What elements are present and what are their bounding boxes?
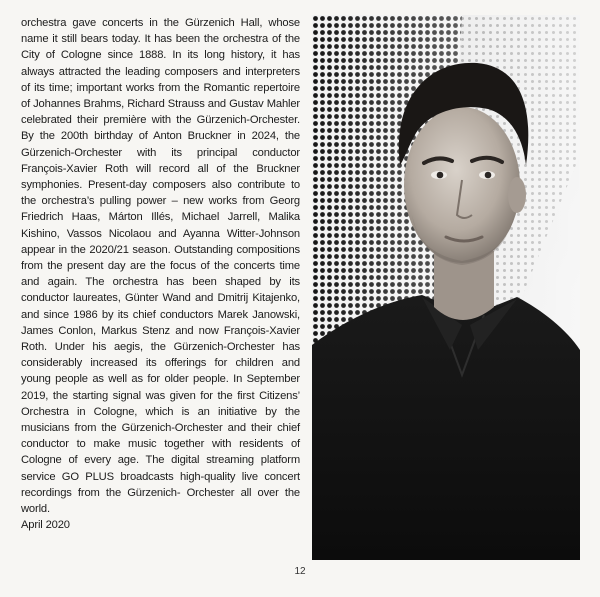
page-number: 12 — [294, 566, 306, 577]
body-paragraph: orchestra gave concerts in the Gürzenich Hall, whose name it still bears today. It has been the orchestra of the City of Cologne since 1888. In its long history, it has always attracted the leading composers and interpreters of its time; important works from the Romantic repertoire of Johannes Brahms, Richard Strauss and Gustav Mahler celebrated their première with the Gürzenich-Orchester. By the 200th birthday of Anton Bruckner in 2024, the Gürzenich-Orchester with its principal conductor François-Xavier Roth will record all of the Bruckner symphonies. Present-day composers also contribute to the orchestra’s pulling power – new works from Georg Friedrich Haas, Márton Illés, Michael Jarrell, Malika Kishino, Vassos Nicolaou and Ayanna Witter-Johnson appear in the 2020/21 season. Outstanding compositions from the present day are the focus of the concerts time and again. The orchestra has been shaped by its conductor laureates, Günter Wand and Dmitrij Kitajenko, and since 1986 by its chief conductors Marek Janowski, James Conlon, Markus Stenz and now François-Xavier Roth. Under his aegis, the Gürzenich-Orchester has considerably increased its offerings for children and young people as well as for older people. In September 2019, the starting signal was given for the first Citizens’ Orchestra in Cologne, which is an initiative by the musicians from the Gürzenich-Orchester and their chief conductor to make music together with residents of Cologne of every age. The digital streaming platform service GO PLUS broadcasts high-quality live concert recordings from the Gürzenich- Orchester all over the world. — [21, 17, 300, 516]
text-column — [21, 15, 300, 534]
date-line: April 2020 — [21, 519, 70, 532]
portrait-photo — [312, 15, 580, 560]
